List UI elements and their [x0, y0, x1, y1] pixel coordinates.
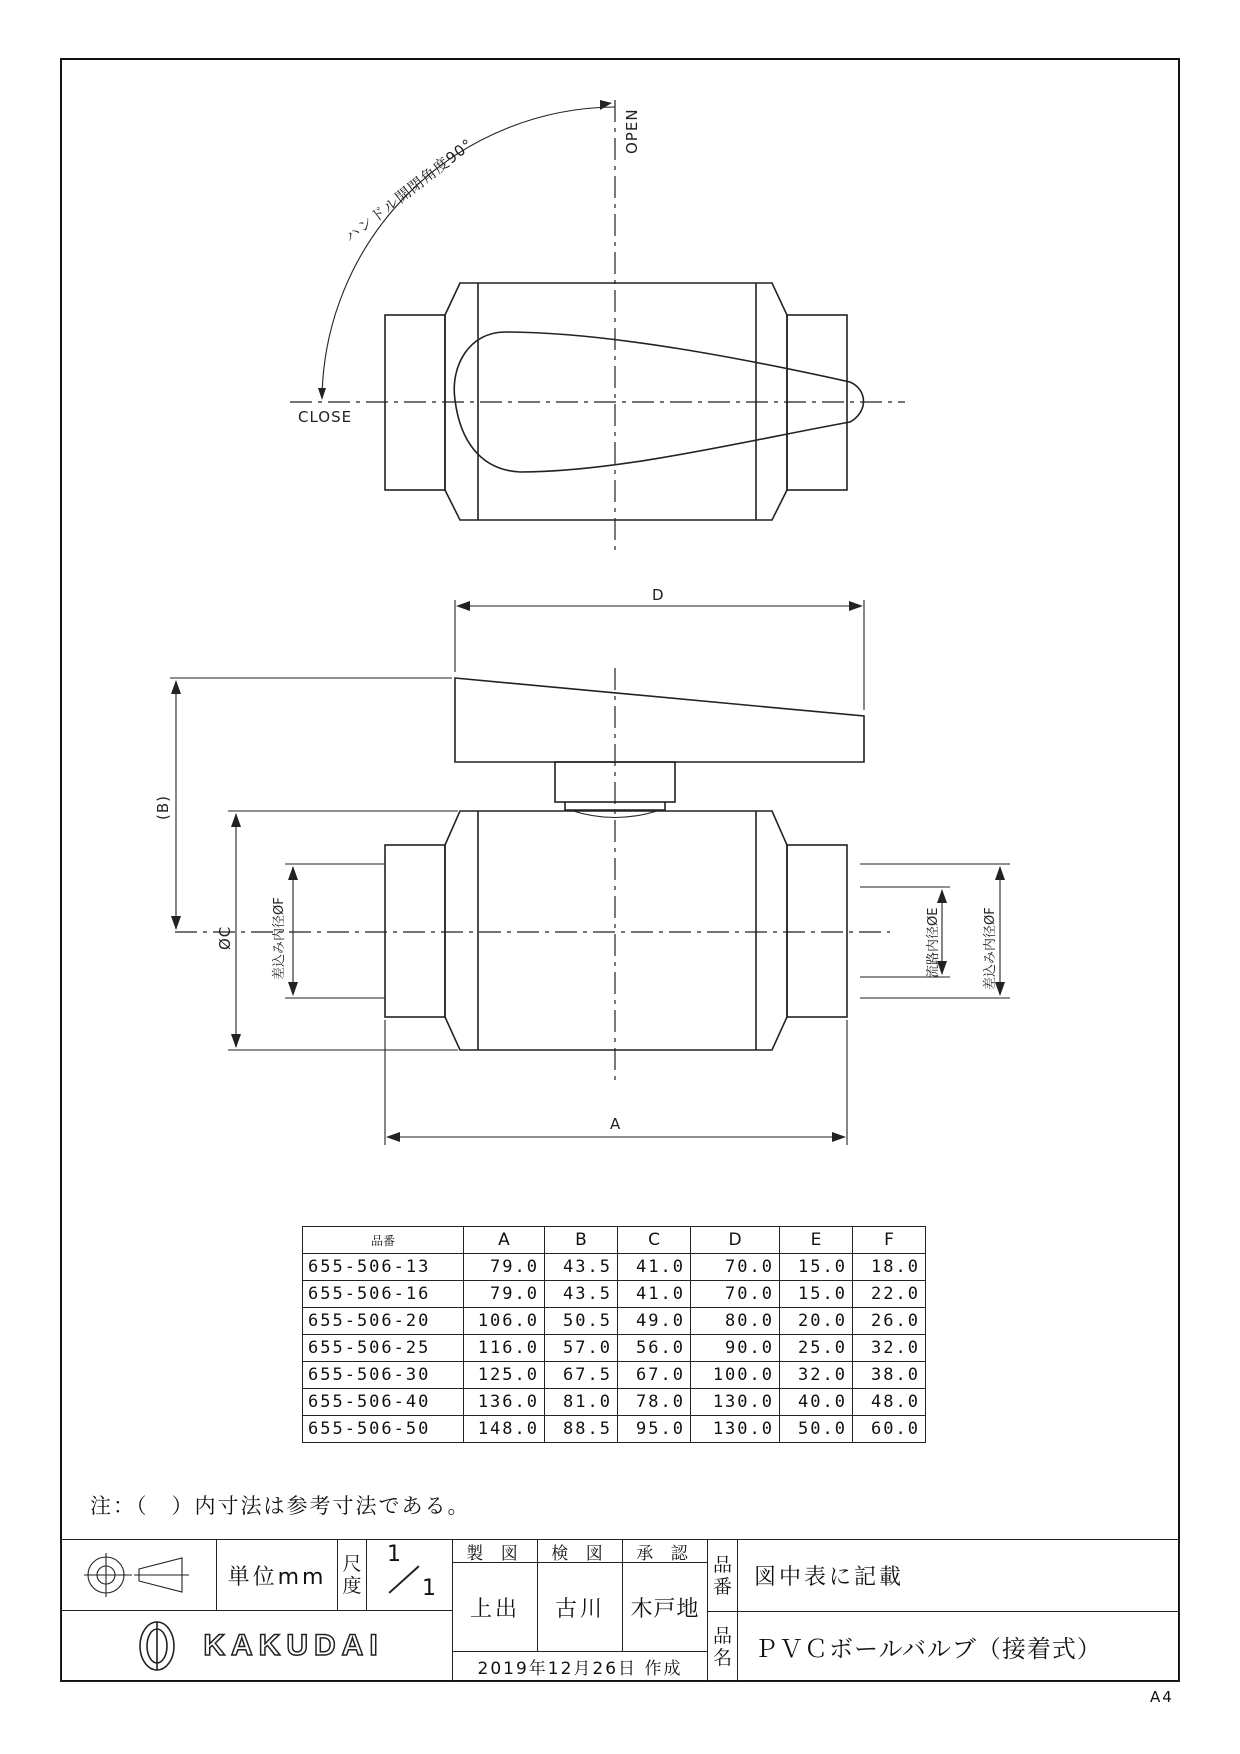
arc-arrow-open	[600, 100, 612, 110]
cell-c: 78.0	[618, 1389, 691, 1416]
third-angle-projection-icon	[84, 1550, 194, 1600]
header-b: B	[545, 1227, 618, 1254]
scale-bottom: 1	[422, 1576, 436, 1601]
approved-by-cell	[622, 1562, 708, 1652]
part-name-cell	[737, 1611, 1180, 1682]
table-row	[303, 1335, 926, 1362]
cell-f: 48.0	[853, 1389, 926, 1416]
header-c: C	[618, 1227, 691, 1254]
header-f: F	[853, 1227, 926, 1254]
cell-a: 79.0	[464, 1281, 545, 1308]
cell-b: 81.0	[545, 1389, 618, 1416]
close-label: CLOSE	[298, 408, 353, 426]
cell-c: 49.0	[618, 1308, 691, 1335]
projection-symbol-cell	[60, 1539, 217, 1611]
table-row	[303, 1389, 926, 1416]
arc-arrow-close	[318, 388, 326, 400]
made-by-label: 製 図	[466, 1543, 524, 1564]
side-valve-body	[445, 811, 787, 1050]
approved-by-label-cell	[622, 1539, 708, 1563]
scale-label: 尺度	[342, 1553, 362, 1597]
company-logo-cell	[60, 1610, 453, 1682]
date-text: 2019年12月26日 作成	[477, 1659, 683, 1679]
cell-part-no: 655-506-25	[303, 1335, 464, 1362]
table-row	[303, 1254, 926, 1281]
table-row	[303, 1362, 926, 1389]
cell-d: 70.0	[691, 1254, 780, 1281]
cell-b: 88.5	[545, 1416, 618, 1443]
cell-a: 148.0	[464, 1416, 545, 1443]
cell-a: 116.0	[464, 1335, 545, 1362]
made-by-cell	[452, 1562, 538, 1652]
side-right-socket	[787, 845, 847, 1017]
side-view	[154, 586, 1010, 1145]
cell-b: 50.5	[545, 1308, 618, 1335]
open-label: OPEN	[623, 108, 641, 154]
cell-d: 70.0	[691, 1281, 780, 1308]
cell-c: 41.0	[618, 1281, 691, 1308]
cell-a: 136.0	[464, 1389, 545, 1416]
part-name-text: ＰＶＣボールバルブ（接着式）	[754, 1635, 1102, 1663]
cell-part-no: 655-506-50	[303, 1416, 464, 1443]
part-name-label-cell	[707, 1611, 738, 1682]
checked-by-label: 検 図	[551, 1543, 609, 1564]
dim-a-label: A	[610, 1115, 622, 1133]
reference-note: 注：（ ）内寸法は参考寸法である。	[90, 1494, 471, 1518]
cell-c: 41.0	[618, 1254, 691, 1281]
cell-f: 32.0	[853, 1335, 926, 1362]
cell-b: 57.0	[545, 1335, 618, 1362]
company-name: KAKUDAI	[203, 1629, 384, 1662]
cell-c: 56.0	[618, 1335, 691, 1362]
made-by-label-cell	[452, 1539, 538, 1563]
cell-e: 15.0	[780, 1281, 853, 1308]
cell-e: 25.0	[780, 1335, 853, 1362]
table-header-row	[303, 1227, 926, 1254]
cell-part-no: 655-506-20	[303, 1308, 464, 1335]
unit-text: 単位mm	[227, 1564, 327, 1590]
header-e: E	[780, 1227, 853, 1254]
dimension-table	[302, 1226, 926, 1443]
cell-d: 80.0	[691, 1308, 780, 1335]
cell-d: 100.0	[691, 1362, 780, 1389]
cell-f: 38.0	[853, 1362, 926, 1389]
cell-b: 43.5	[545, 1281, 618, 1308]
cell-part-no: 655-506-16	[303, 1281, 464, 1308]
approved-by-name: 木戸地	[630, 1596, 700, 1622]
cell-a: 125.0	[464, 1362, 545, 1389]
table-row	[303, 1308, 926, 1335]
cell-e: 20.0	[780, 1308, 853, 1335]
part-no-label-cell	[707, 1539, 738, 1612]
cell-d: 130.0	[691, 1389, 780, 1416]
scale-label-cell	[337, 1539, 367, 1611]
cell-e: 32.0	[780, 1362, 853, 1389]
part-no-cell	[737, 1539, 1180, 1612]
part-no-text: 図中表に記載	[754, 1565, 905, 1590]
cell-b: 43.5	[545, 1254, 618, 1281]
header-d: D	[691, 1227, 780, 1254]
title-block	[60, 1539, 1180, 1682]
table-row	[303, 1416, 926, 1443]
cell-d: 130.0	[691, 1416, 780, 1443]
cell-f: 22.0	[853, 1281, 926, 1308]
made-by-name: 上出	[469, 1596, 520, 1622]
cell-a: 79.0	[464, 1254, 545, 1281]
angle-label: ハンドル開閉角度90°	[341, 134, 477, 247]
cell-a: 106.0	[464, 1308, 545, 1335]
table-row	[303, 1281, 926, 1308]
cell-part-no: 655-506-13	[303, 1254, 464, 1281]
dim-b-label: (B)	[154, 795, 172, 820]
header-a: A	[464, 1227, 545, 1254]
cell-part-no: 655-506-40	[303, 1389, 464, 1416]
approved-by-label: 承 認	[636, 1543, 694, 1564]
top-view	[290, 100, 905, 555]
cell-d: 90.0	[691, 1335, 780, 1362]
cell-e: 50.0	[780, 1416, 853, 1443]
cell-f: 60.0	[853, 1416, 926, 1443]
sheet-size-label: A4	[1150, 1688, 1174, 1706]
cell-c: 95.0	[618, 1416, 691, 1443]
dim-d-label: D	[652, 586, 665, 604]
flow-bore-label: 流路内径ØE	[926, 907, 941, 978]
socket-bore-left-label: 差込み内径ØF	[272, 897, 287, 980]
scale-value-cell	[366, 1539, 453, 1611]
date-cell	[452, 1651, 708, 1682]
checked-by-label-cell	[537, 1539, 623, 1563]
checked-by-name: 古川	[554, 1596, 605, 1622]
handle-side	[455, 678, 864, 762]
dim-c-label: ØC	[216, 925, 234, 950]
header-part-no: 品番	[303, 1227, 464, 1254]
cell-e: 15.0	[780, 1254, 853, 1281]
kakudai-logo-icon	[129, 1618, 185, 1674]
part-no-label: 品番	[712, 1553, 732, 1598]
socket-bore-right-label: 差込み内径ØF	[983, 907, 998, 990]
side-left-socket	[385, 845, 445, 1017]
cell-b: 67.5	[545, 1362, 618, 1389]
checked-by-cell	[537, 1562, 623, 1652]
cell-f: 18.0	[853, 1254, 926, 1281]
cell-part-no: 655-506-30	[303, 1362, 464, 1389]
cell-f: 26.0	[853, 1308, 926, 1335]
cell-c: 67.0	[618, 1362, 691, 1389]
scale-top: 1	[387, 1542, 401, 1567]
part-name-label: 品名	[712, 1624, 732, 1669]
cell-e: 40.0	[780, 1389, 853, 1416]
unit-cell	[216, 1539, 338, 1611]
